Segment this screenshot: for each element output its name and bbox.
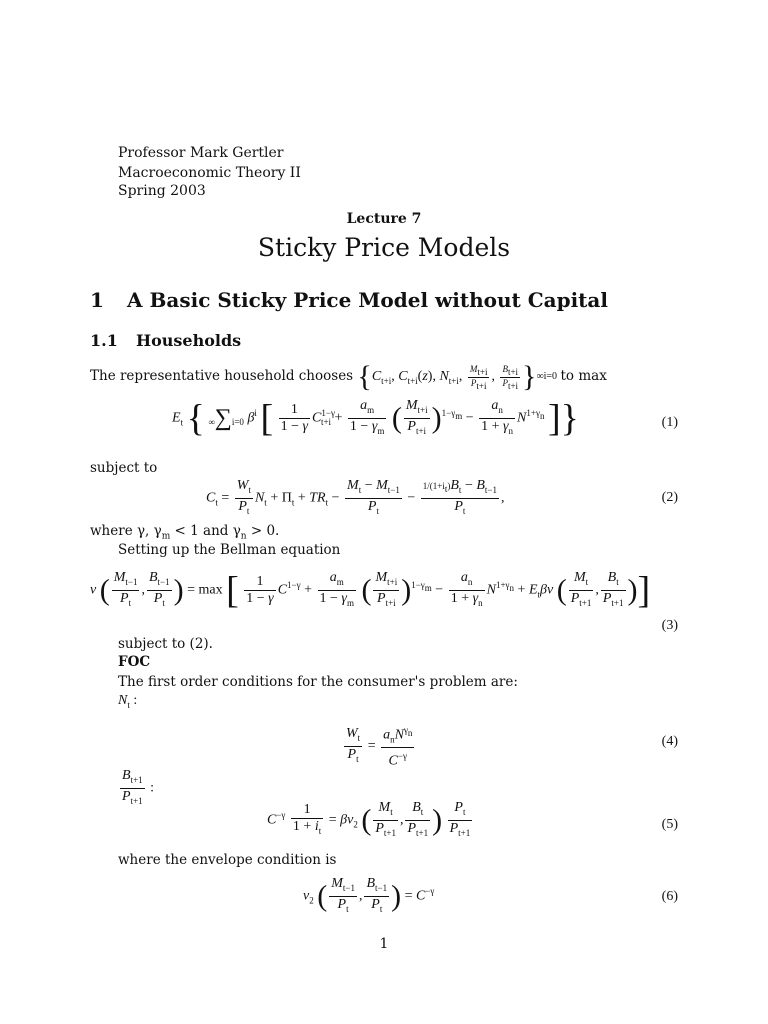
equation-3: v ( $\frac{M_{t-1}}{P_t}$ , $\frac{B_{t-1}}{P_t}$ ) = max [ $\frac{1}{1 - \gamma}$ $C^{1-\gamma}$ + $\frac{a_m}{1 - \gamma_m}$ ( $\frac{M_{t+i}}{P_{t+i}}$ )$^{1-\gamma_m}$ − $\frac{a_n}{1 + \gamma_n}$ $N^{1+\gamma_n} + E_t\beta v$ ( $\frac{M_t}{P_{t+1}}$ , $\frac{B_t}{P_{t+1}}$ )] <box>90 569 651 612</box>
to-max-text: to max <box>560 368 607 385</box>
equation-number-5: (5) <box>661 817 678 832</box>
nt-label: $N_t$ : <box>118 693 138 710</box>
document-title: Sticky Price Models <box>257 233 511 262</box>
subject-to-text: subject to <box>90 460 158 476</box>
subject-to-2-text: subject to (2). <box>118 636 213 652</box>
equation-5: $C^{-\gamma}$ $\frac{1}{1 + i_t}$ = $\beta v_2$ ( $\frac{M_t}{P_{t+1}}$ , $\frac{B_t}{P_{t+1}}$ ) $\frac{P_t}{P_{t+1}}$ <box>267 800 474 841</box>
section-number: 1 <box>90 288 104 312</box>
course-line: Macroeconomic Theory II <box>118 165 301 181</box>
equation-6: $v_2$ ( $\frac{M_{t-1}}{P_t}$ , $\frac{B_{t-1}}{P_t}$ ) = $C^{-\gamma}$ <box>303 876 434 917</box>
subsection-heading <box>90 331 241 350</box>
section-title: A Basic Sticky Price Model without Capital <box>127 288 608 312</box>
equation-number-6: (6) <box>661 889 678 904</box>
equation-number-4: (4) <box>661 734 678 749</box>
where-text-2: < 1 and γ <box>170 523 241 539</box>
parameter-conditions: where γ, $\gamma_m < 1$ and $\gamma_n > 0$. <box>90 523 280 542</box>
term-line: Spring 2003 <box>118 183 206 199</box>
subsection-title: Households <box>136 331 242 350</box>
page-number: 1 <box>379 936 389 952</box>
lecture-label: Lecture 7 <box>346 211 422 227</box>
equation-number-3: (3) <box>661 618 678 633</box>
choice-sentence <box>90 362 607 392</box>
bond-label: $\frac{B_{t+1}}{P_{t+1}}$ : <box>118 768 154 809</box>
author-line: Professor Mark Gertler <box>118 145 284 161</box>
equation-number-2: (2) <box>661 490 678 505</box>
foc-description: The first order conditions for the consumer's problem are: <box>118 674 518 690</box>
equation-1: $E_t$ { ∞∑i=0 $\beta^i$ [ $\frac{1}{1 - \gamma}$ $C^{1-\gamma}_{t+i}$ + $\frac{a_m}{1 - \gamma_m}$ ( $\frac{M_{t+i}}{P_{t+i}}$ )$^{1-\gamma_m}$ − $\frac{a_n}{1 + \gamma_n}$ $N^{1+\gamma_n}$ ]} <box>172 397 579 440</box>
foc-heading: FOC <box>118 654 151 670</box>
equation-number-1: (1) <box>661 415 678 430</box>
where-text-1: where γ, γ <box>90 523 162 539</box>
equation-4: $\frac{W_t}{P_t}$ = $\frac{a_nN^{\gamma_n}}{C^{-\gamma}}$ <box>346 725 413 770</box>
choice-text: The representative household chooses <box>90 368 354 385</box>
section-heading <box>90 288 608 312</box>
equation-2: $C_t$ = $\frac{W_t}{P_t}$ $N_t + \Pi_t + TR_t$ − $\frac{M_t - M_{t-1}}{P_t}$ − $\frac{1/(1+i_t)B_t - B_{t-1}}{P_t}$ , <box>206 478 504 519</box>
choice-set: {$C_{t+i}$, $C_{t+i}(z)$, $N_{t+i}$, $\frac{M_{t+i}}{P_{t+i}}$ , $\frac{B_{t+i}}{P_{t+i}}$ }∞i=0 <box>357 360 557 393</box>
where-text-3: > 0. <box>246 523 280 539</box>
envelope-text: where the envelope condition is <box>118 852 337 868</box>
bellman-text: Setting up the Bellman equation <box>118 542 341 558</box>
subsection-number: 1.1 <box>90 331 118 350</box>
